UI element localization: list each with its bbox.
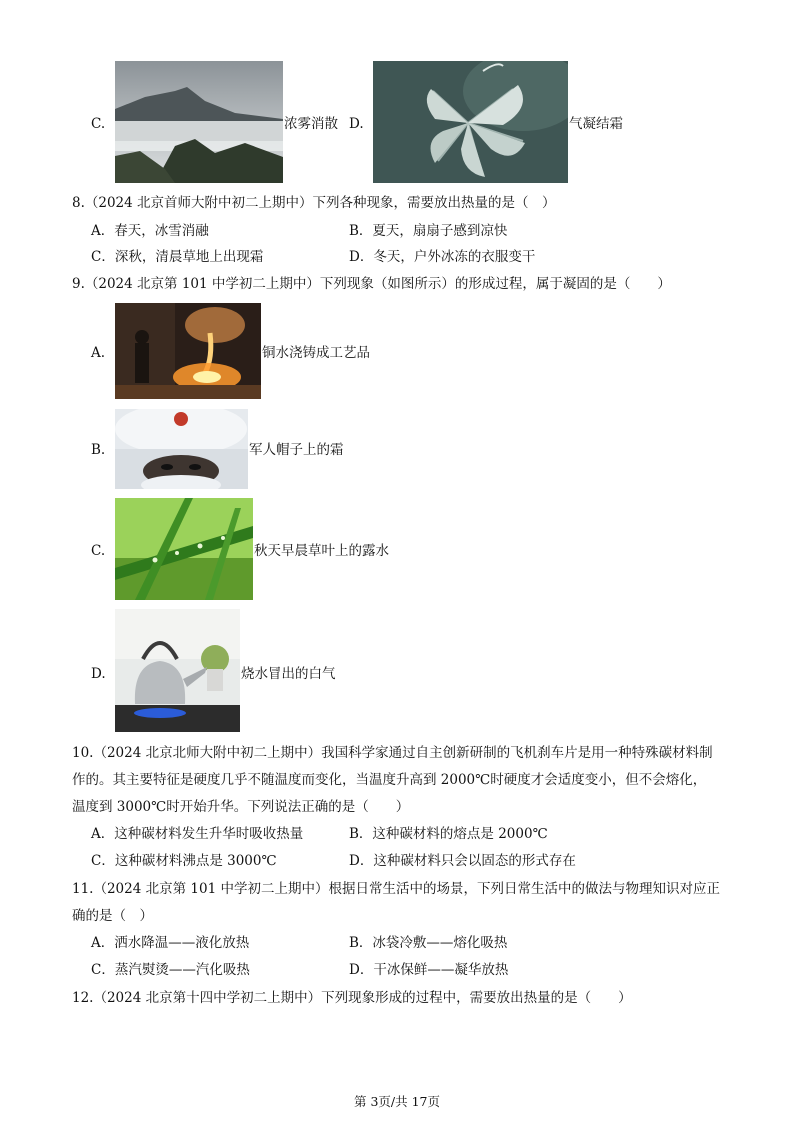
foggy-mountain-photo [115,61,283,183]
option-d-caption: 气凝结霜 [569,116,623,132]
q11-line-2: 确的是（ ） [72,908,153,924]
q10-option-d: D．这种碳材料只会以固态的形式存在 [349,853,576,869]
q8-stem: 8.（2024 北京首师大附中初二上期中）下列各种现象，需要放出热量的是（ ） [72,195,556,211]
q8-option-b: B．夏天，扇扇子感到凉快 [349,223,508,239]
q9-option-c-label: C. [91,543,106,559]
q11-option-b: B．冰袋冷敷——熔化吸热 [349,935,508,951]
dew-on-grass-photo [115,498,253,600]
q9-option-b-caption: 军人帽子上的霜 [249,442,344,458]
option-d-label: D. [349,116,364,132]
q10-option-a: A．这种碳材料发生升华时吸收热量 [91,826,304,842]
q10-option-b: B．这种碳材料的熔点是 2000℃ [349,826,548,842]
q9-stem: 9.（2024 北京第 101 中学初二上期中）下列现象（如图所示）的形成过程，属于凝固的是（ ） [72,276,671,292]
q9-option-d-label: D. [91,666,106,682]
frosted-leaf-photo [373,61,568,183]
molten-metal-pouring-photo [115,303,261,399]
q11-option-d: D．干冰保鲜——凝华放热 [349,962,509,978]
q9-option-c-caption: 秋天早晨草叶上的露水 [254,543,389,559]
q10-line-3: 温度到 3000℃时开始升华。下列说法正确的是（ ） [72,799,410,815]
q9-option-b-label: B. [91,442,106,458]
q9-option-a-label: A. [91,345,106,361]
q12-stem: 12.（2024 北京第十四中学初二上期中）下列现象形成的过程中，需要放出热量的是（ ） [72,990,632,1006]
q11-line-1: 11.（2024 北京第 101 中学初二上期中）根据日常生活中的场景，下列日常生活中的做法与物理知识对应正 [72,881,720,897]
q10-option-c: C．这种碳材料沸点是 3000℃ [91,853,277,869]
q11-option-a: A．洒水降温——液化放热 [91,935,250,951]
q8-option-d: D．冬天，户外冰冻的衣服变干 [349,249,536,265]
option-c-label: C. [91,116,106,132]
option-c-caption: 浓雾消散 [284,116,338,132]
page-number-footer: 第 3页/共 17页 [353,1094,441,1109]
q8-option-a: A．春天，冰雪消融 [91,223,209,239]
frosted-soldier-hat-photo [115,409,248,489]
q9-option-d-caption: 烧水冒出的白气 [241,666,336,682]
q9-option-a-caption: 铜水浇铸成工艺品 [262,345,370,361]
q10-line-1: 10.（2024 北京北师大附中初二上期中）我国科学家通过自主创新研制的飞机刹车片是用一种特殊碳材料制 [72,745,713,761]
q11-option-c: C．蒸汽熨烫——汽化吸热 [91,962,250,978]
q8-option-c: C．深秋，清晨草地上出现霜 [91,249,264,265]
q10-line-2: 作的。其主要特征是硬度几乎不随温度而变化，当温度升高到 2000℃时硬度才会适度变小，但不会熔化， [72,772,707,788]
kettle-on-stove-photo [115,609,240,732]
